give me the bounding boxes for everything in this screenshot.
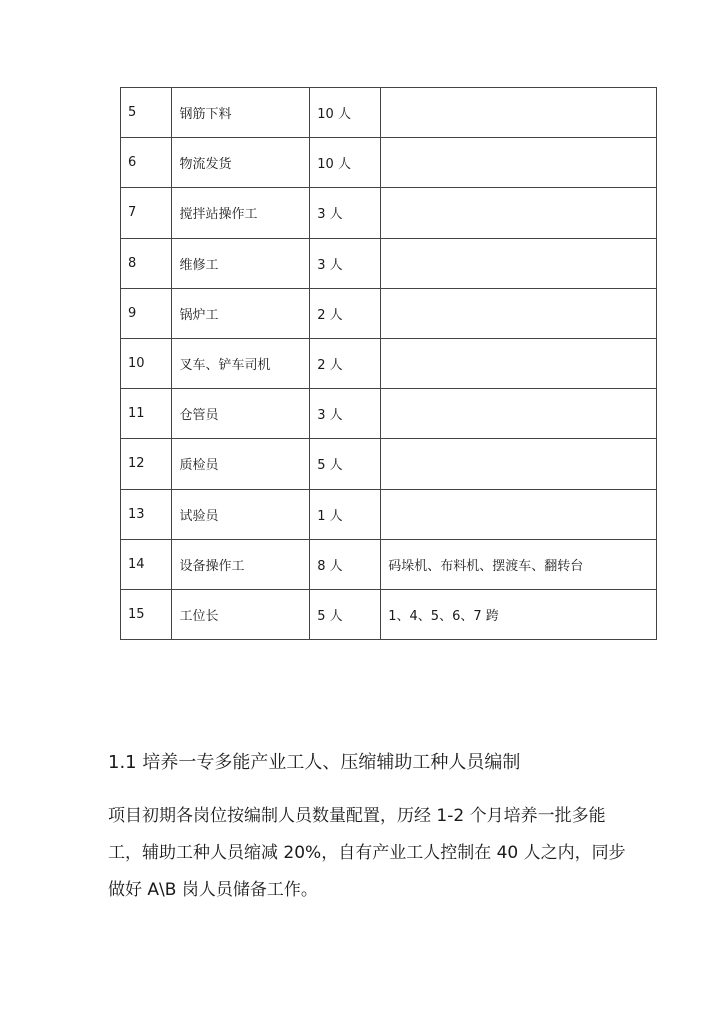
headcount: 10 人 <box>310 88 381 138</box>
row-number: 7 <box>121 188 172 238</box>
table-row <box>121 88 657 138</box>
row-number: 5 <box>121 88 172 138</box>
body-paragraph: 项目初期各岗位按编制人员数量配置，历经 1-2 个月培养一批多能工，辅助工种人员缩减 20%，自有产业工人控制在 40 人之内，同步做好 A\B 岗人员储备工作。 <box>108 806 626 900</box>
remark <box>381 238 657 288</box>
headcount: 2 人 <box>310 338 381 388</box>
row-number: 14 <box>121 539 172 589</box>
remark <box>381 188 657 238</box>
row-number: 10 <box>121 338 172 388</box>
table-row <box>121 138 657 188</box>
headcount: 10 人 <box>310 138 381 188</box>
table-row <box>121 439 657 489</box>
table-row <box>121 489 657 539</box>
remark <box>381 338 657 388</box>
post-name: 仓管员 <box>172 389 310 439</box>
row-number: 13 <box>121 489 172 539</box>
headcount: 3 人 <box>310 188 381 238</box>
remark: 码垛机、布料机、摆渡车、翻转台 <box>381 539 657 589</box>
remark <box>381 138 657 188</box>
headcount: 3 人 <box>310 389 381 439</box>
post-name: 试验员 <box>172 489 310 539</box>
post-name: 叉车、铲车司机 <box>172 338 310 388</box>
post-name: 钢筋下料 <box>172 88 310 138</box>
post-name: 设备操作工 <box>172 539 310 589</box>
post-name: 质检员 <box>172 439 310 489</box>
table-row <box>121 288 657 338</box>
remark <box>381 88 657 138</box>
section-heading: 1.1 培养一专多能产业工人、压缩辅助工种人员编制 <box>108 752 521 773</box>
table-row <box>121 188 657 238</box>
remark <box>381 288 657 338</box>
row-number: 11 <box>121 389 172 439</box>
post-name: 锅炉工 <box>172 288 310 338</box>
remark <box>381 439 657 489</box>
table-row <box>121 389 657 439</box>
post-name: 物流发货 <box>172 138 310 188</box>
remark <box>381 489 657 539</box>
headcount: 2 人 <box>310 288 381 338</box>
row-number: 12 <box>121 439 172 489</box>
headcount: 8 人 <box>310 539 381 589</box>
table-row <box>121 238 657 288</box>
headcount: 5 人 <box>310 439 381 489</box>
post-name: 搅拌站操作工 <box>172 188 310 238</box>
post-name: 工位长 <box>172 589 310 639</box>
headcount: 5 人 <box>310 589 381 639</box>
row-number: 15 <box>121 589 172 639</box>
headcount: 3 人 <box>310 238 381 288</box>
row-number: 6 <box>121 138 172 188</box>
row-number: 8 <box>121 238 172 288</box>
table-row <box>121 589 657 639</box>
headcount: 1 人 <box>310 489 381 539</box>
table-row <box>121 539 657 589</box>
post-name: 维修工 <box>172 238 310 288</box>
row-number: 9 <box>121 288 172 338</box>
remark <box>381 389 657 439</box>
staffing-table <box>120 87 657 640</box>
remark: 1、4、5、6、7 跨 <box>381 589 657 639</box>
table-row <box>121 338 657 388</box>
